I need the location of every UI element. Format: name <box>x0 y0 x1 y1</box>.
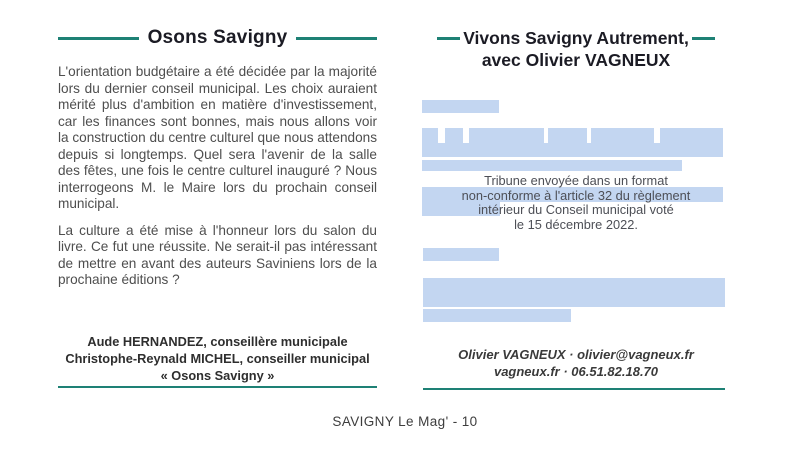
tribune-notice-line: le 15 décembre 2022. <box>514 216 638 232</box>
redacted-text-block <box>422 143 723 157</box>
contact-line: vagneux.fr · 06.51.82.18.70 <box>493 363 659 379</box>
signature-line: Christophe-Reynald MICHEL, conseiller municipal <box>65 350 370 366</box>
right-article-title-line2: avec Olivier VAGNEUX <box>481 50 671 70</box>
redacted-text-block <box>422 160 682 171</box>
left-article-column <box>58 0 377 400</box>
signature-line: Aude HERNANDEZ, conseillère municipale <box>87 334 348 349</box>
left-article-title: Osons Savigny <box>147 27 288 48</box>
redacted-text-block <box>423 248 499 261</box>
page-footer: SAVIGNY Le Mag' - 10 <box>332 414 478 429</box>
left-article-body <box>58 64 377 289</box>
left-article-header <box>58 27 377 49</box>
redacted-text-block <box>423 278 725 307</box>
heading-rule-right <box>296 37 377 40</box>
redacted-text-block <box>422 128 438 143</box>
redacted-text-block <box>445 128 463 143</box>
contact-line: Olivier VAGNEUX · olivier@vagneux.fr <box>458 347 694 362</box>
right-article-column <box>422 0 730 400</box>
right-article-contact <box>422 347 730 380</box>
left-article-signature <box>58 334 377 385</box>
tribune-notice-line: non-conforme à l'article 32 du règlement <box>461 187 691 203</box>
heading-dash-right <box>692 37 715 40</box>
redacted-text-block <box>422 100 499 113</box>
heading-rule-left <box>58 37 139 40</box>
redacted-text-block <box>591 128 654 143</box>
right-article-title-line1: Vivons Savigny Autrement, <box>463 28 689 48</box>
tribune-notice-line: Tribune envoyée dans un format <box>484 173 668 188</box>
right-column-bottom-rule <box>423 388 725 390</box>
tribune-notice-line: intérieur du Conseil municipal voté <box>478 202 674 217</box>
redacted-text-block <box>423 309 571 322</box>
left-column-bottom-rule <box>58 386 377 388</box>
redacted-text-block <box>548 128 587 143</box>
left-article-paragraph: L'orientation budgétaire a été décidée par la majorité lors du dernier conseil municipal. Les choix auraient mérité plus d'ambition en matière d'investissement, car les finances sont bonnes, mais nous allons voir la construction du centre culturel que nous attendons depuis si longtemps. Quel sera l'avenir de la salle des fêtes, une fois le centre culturel inauguré ? Nous interrogeons M. le Maire lors du prochain conseil municipal. <box>58 64 377 211</box>
redacted-text-block <box>469 128 544 143</box>
signature-line: « Osons Savigny » <box>160 367 275 383</box>
tribune-notice <box>422 174 730 232</box>
right-article-header <box>411 27 741 71</box>
heading-dash-left <box>437 37 460 40</box>
left-article-paragraph: La culture a été mise à l'honneur lors du salon du livre. Ce fut une réussite. Ne serait-il pas intéressant de mettre en avant des auteurs Saviniens lors de la prochaine éditions ? <box>58 222 377 287</box>
redacted-text-block <box>660 128 723 143</box>
